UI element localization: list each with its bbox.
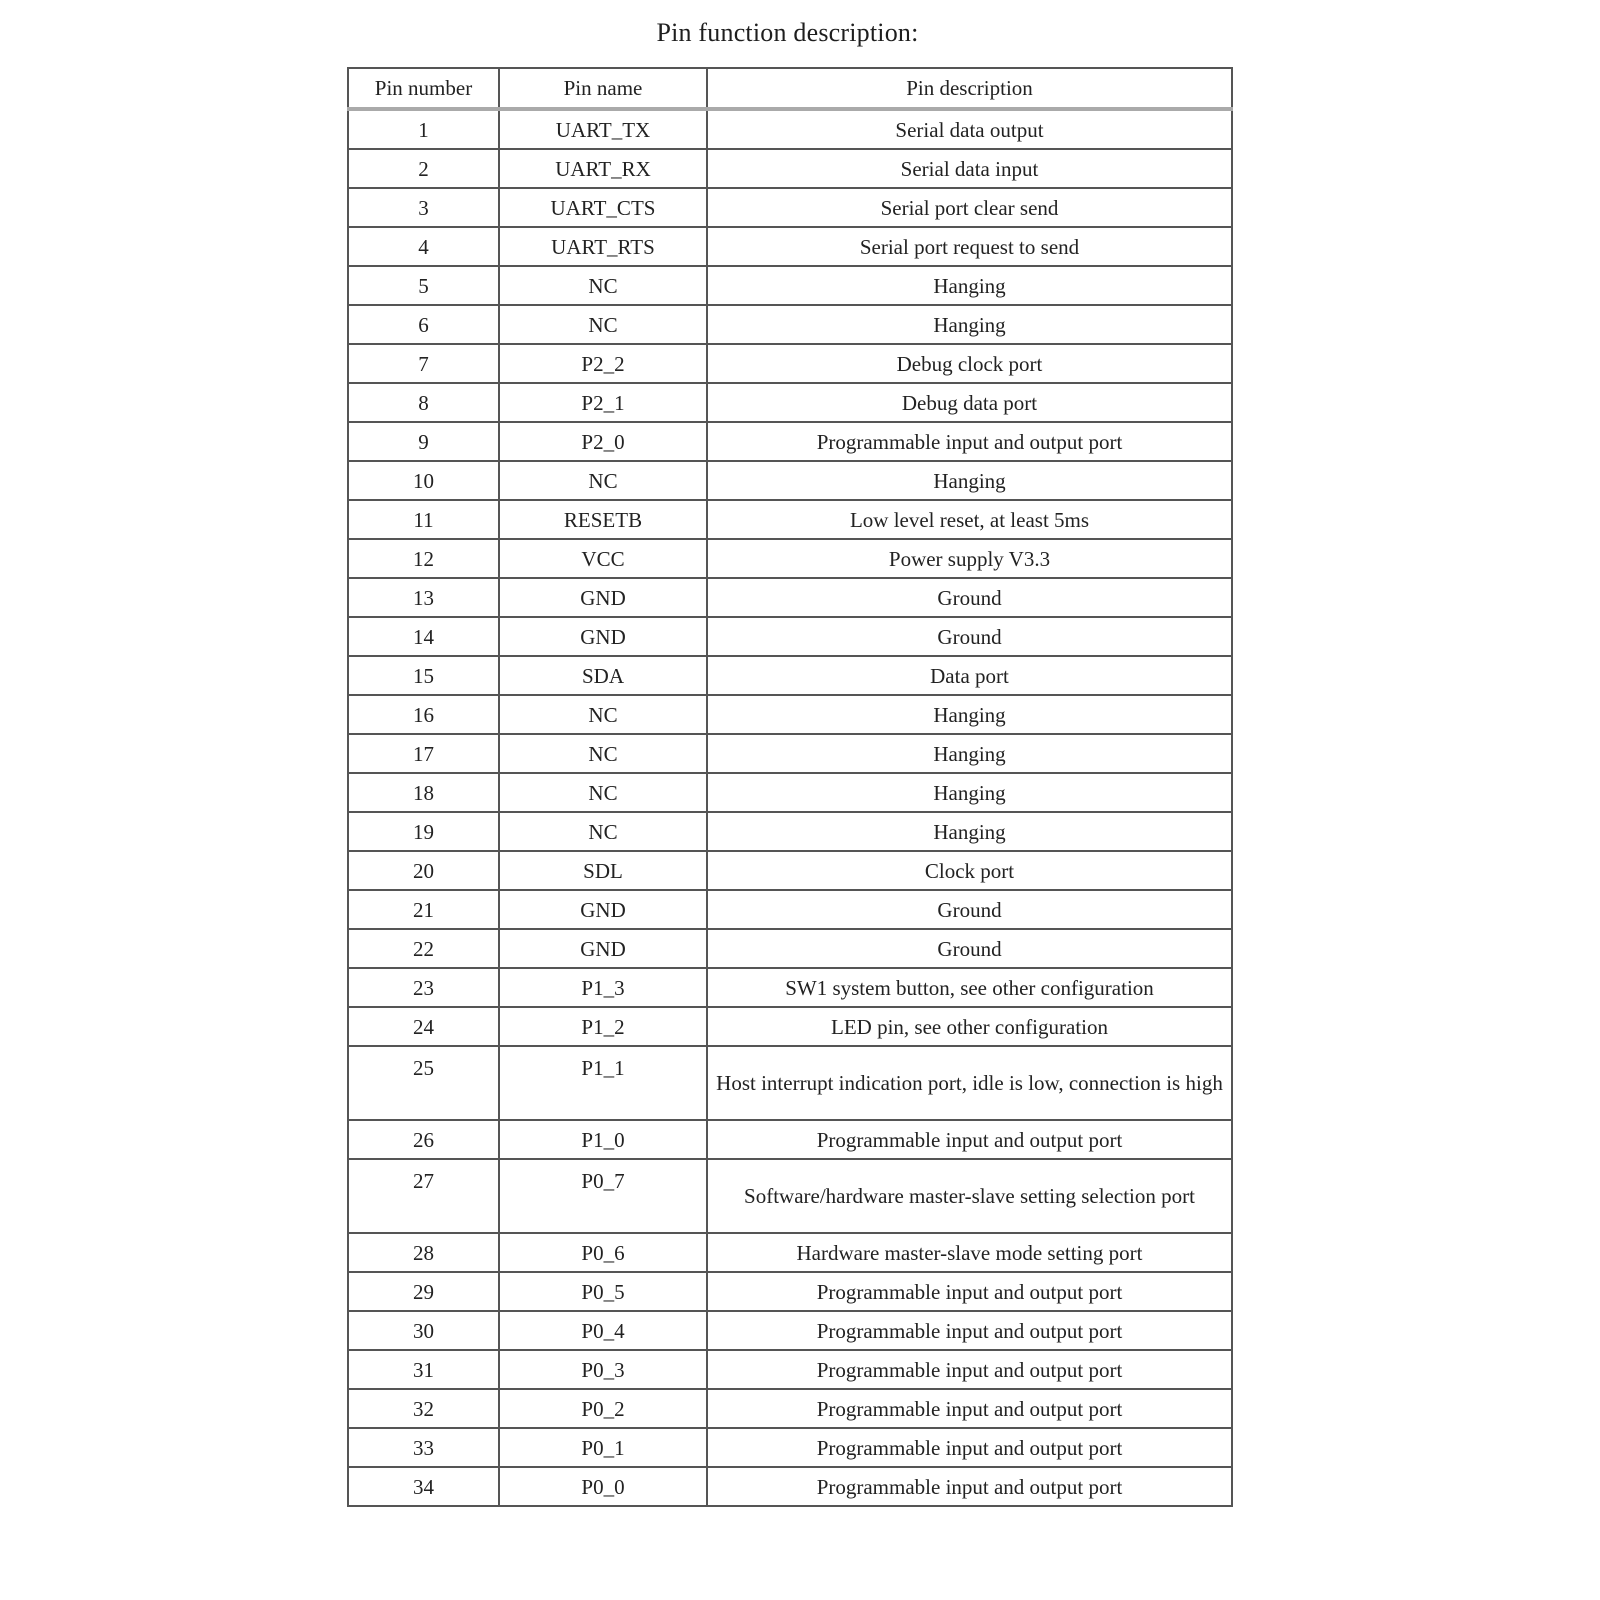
- pin-name-cell: NC: [499, 305, 707, 344]
- pin-number-cell: 31: [348, 1350, 499, 1389]
- pin-number-cell: 25: [348, 1046, 499, 1120]
- pin-number-cell: 22: [348, 929, 499, 968]
- table-body: [348, 109, 1232, 1506]
- pin-name-cell: P2_2: [499, 344, 707, 383]
- table-row: [348, 1350, 1232, 1389]
- pin-name-cell: RESETB: [499, 500, 707, 539]
- table-row: [348, 266, 1232, 305]
- pin-description-cell: Hardware master-slave mode setting port: [707, 1233, 1232, 1272]
- pin-number-cell: 20: [348, 851, 499, 890]
- pin-description-cell: Clock port: [707, 851, 1232, 890]
- pin-number-cell: 3: [348, 188, 499, 227]
- pin-number-cell: 12: [348, 539, 499, 578]
- table-row: [348, 1389, 1232, 1428]
- pin-number-cell: 32: [348, 1389, 499, 1428]
- pin-name-cell: UART_CTS: [499, 188, 707, 227]
- pin-name-cell: GND: [499, 890, 707, 929]
- table-row: [348, 1311, 1232, 1350]
- pin-description-cell: Power supply V3.3: [707, 539, 1232, 578]
- column-header-pin-description: Pin description: [707, 68, 1232, 109]
- pin-name-cell: P0_1: [499, 1428, 707, 1467]
- pin-number-cell: 7: [348, 344, 499, 383]
- table-row: [348, 734, 1232, 773]
- table-row: [348, 617, 1232, 656]
- pin-number-cell: 10: [348, 461, 499, 500]
- pin-description-cell: Ground: [707, 890, 1232, 929]
- pin-name-cell: P0_2: [499, 1389, 707, 1428]
- pin-name-cell: NC: [499, 773, 707, 812]
- pin-description-cell: Ground: [707, 578, 1232, 617]
- table-row: [348, 344, 1232, 383]
- pin-name-cell: P1_0: [499, 1120, 707, 1159]
- pin-number-cell: 15: [348, 656, 499, 695]
- pin-number-cell: 16: [348, 695, 499, 734]
- table-row: [348, 890, 1232, 929]
- pin-description-cell: Hanging: [707, 305, 1232, 344]
- pin-number-cell: 30: [348, 1311, 499, 1350]
- pin-number-cell: 2: [348, 149, 499, 188]
- pin-number-cell: 1: [348, 109, 499, 149]
- table-row: [348, 1467, 1232, 1506]
- table-row: [348, 851, 1232, 890]
- table-row: [348, 149, 1232, 188]
- table-row: [348, 500, 1232, 539]
- pin-name-cell: NC: [499, 734, 707, 773]
- pin-description-cell: LED pin, see other configuration: [707, 1007, 1232, 1046]
- table-row: [348, 1046, 1232, 1120]
- pin-name-cell: SDA: [499, 656, 707, 695]
- table-row: [348, 422, 1232, 461]
- table-row: [348, 188, 1232, 227]
- pin-name-cell: P0_7: [499, 1159, 707, 1233]
- table-row: [348, 695, 1232, 734]
- pin-number-cell: 24: [348, 1007, 499, 1046]
- table-row: [348, 1120, 1232, 1159]
- pin-name-cell: SDL: [499, 851, 707, 890]
- pin-number-cell: 4: [348, 227, 499, 266]
- table-row: [348, 461, 1232, 500]
- table-header-row: [348, 68, 1232, 109]
- pin-name-cell: P2_1: [499, 383, 707, 422]
- pin-name-cell: UART_TX: [499, 109, 707, 149]
- pin-number-cell: 27: [348, 1159, 499, 1233]
- column-header-pin-number: Pin number: [348, 68, 499, 109]
- pin-number-cell: 28: [348, 1233, 499, 1272]
- pin-name-cell: NC: [499, 461, 707, 500]
- pin-number-cell: 21: [348, 890, 499, 929]
- pin-function-table: [347, 67, 1233, 1507]
- pin-description-cell: Programmable input and output port: [707, 422, 1232, 461]
- pin-number-cell: 8: [348, 383, 499, 422]
- pin-name-cell: P0_0: [499, 1467, 707, 1506]
- table-row: [348, 227, 1232, 266]
- pin-number-cell: 26: [348, 1120, 499, 1159]
- pin-description-cell: Data port: [707, 656, 1232, 695]
- pin-name-cell: UART_RX: [499, 149, 707, 188]
- pin-description-cell: Serial port clear send: [707, 188, 1232, 227]
- pin-name-cell: UART_RTS: [499, 227, 707, 266]
- pin-name-cell: P0_3: [499, 1350, 707, 1389]
- pin-number-cell: 34: [348, 1467, 499, 1506]
- pin-name-cell: GND: [499, 578, 707, 617]
- table-row: [348, 968, 1232, 1007]
- pin-name-cell: GND: [499, 617, 707, 656]
- pin-description-cell: Programmable input and output port: [707, 1272, 1232, 1311]
- table-row: [348, 812, 1232, 851]
- pin-name-cell: VCC: [499, 539, 707, 578]
- table-row: [348, 773, 1232, 812]
- pin-name-cell: P2_0: [499, 422, 707, 461]
- pin-number-cell: 13: [348, 578, 499, 617]
- pin-description-cell: Debug clock port: [707, 344, 1232, 383]
- pin-description-cell: Programmable input and output port: [707, 1120, 1232, 1159]
- pin-description-cell: Programmable input and output port: [707, 1350, 1232, 1389]
- pin-name-cell: NC: [499, 812, 707, 851]
- pin-number-cell: 33: [348, 1428, 499, 1467]
- pin-name-cell: GND: [499, 929, 707, 968]
- pin-description-cell: Low level reset, at least 5ms: [707, 500, 1232, 539]
- pin-name-cell: NC: [499, 695, 707, 734]
- table-row: [348, 929, 1232, 968]
- table-row: [348, 383, 1232, 422]
- pin-name-cell: P0_6: [499, 1233, 707, 1272]
- pin-number-cell: 18: [348, 773, 499, 812]
- pin-description-cell: Serial data input: [707, 149, 1232, 188]
- table-row: [348, 578, 1232, 617]
- pin-description-cell: Host interrupt indication port, idle is low, connection is high: [707, 1046, 1232, 1120]
- pin-description-cell: Programmable input and output port: [707, 1311, 1232, 1350]
- pin-number-cell: 29: [348, 1272, 499, 1311]
- table-row: [348, 1007, 1232, 1046]
- pin-description-cell: Hanging: [707, 734, 1232, 773]
- pin-name-cell: P1_1: [499, 1046, 707, 1120]
- pin-description-cell: Ground: [707, 617, 1232, 656]
- pin-number-cell: 23: [348, 968, 499, 1007]
- pin-number-cell: 9: [348, 422, 499, 461]
- table-row: [348, 109, 1232, 149]
- pin-description-cell: Software/hardware master-slave setting selection port: [707, 1159, 1232, 1233]
- pin-name-cell: P0_4: [499, 1311, 707, 1350]
- pin-description-cell: Ground: [707, 929, 1232, 968]
- pin-description-cell: Programmable input and output port: [707, 1428, 1232, 1467]
- pin-description-cell: Hanging: [707, 695, 1232, 734]
- table-row: [348, 539, 1232, 578]
- pin-description-cell: Hanging: [707, 812, 1232, 851]
- pin-description-cell: Serial data output: [707, 109, 1232, 149]
- pin-number-cell: 11: [348, 500, 499, 539]
- pin-number-cell: 17: [348, 734, 499, 773]
- pin-description-cell: SW1 system button, see other configuration: [707, 968, 1232, 1007]
- pin-number-cell: 14: [348, 617, 499, 656]
- column-header-pin-name: Pin name: [499, 68, 707, 109]
- page-title: Pin function description:: [656, 18, 919, 47]
- table-row: [348, 1428, 1232, 1467]
- pin-name-cell: P1_2: [499, 1007, 707, 1046]
- pin-name-cell: NC: [499, 266, 707, 305]
- table-row: [348, 305, 1232, 344]
- pin-number-cell: 5: [348, 266, 499, 305]
- pin-description-cell: Hanging: [707, 266, 1232, 305]
- table-row: [348, 656, 1232, 695]
- pin-number-cell: 6: [348, 305, 499, 344]
- table-row: [348, 1159, 1232, 1233]
- pin-description-cell: Serial port request to send: [707, 227, 1232, 266]
- table-row: [348, 1233, 1232, 1272]
- pin-number-cell: 19: [348, 812, 499, 851]
- pin-description-cell: Programmable input and output port: [707, 1467, 1232, 1506]
- pin-name-cell: P1_3: [499, 968, 707, 1007]
- pin-description-cell: Hanging: [707, 461, 1232, 500]
- table-row: [348, 1272, 1232, 1311]
- pin-description-cell: Programmable input and output port: [707, 1389, 1232, 1428]
- pin-description-cell: Hanging: [707, 773, 1232, 812]
- pin-description-cell: Debug data port: [707, 383, 1232, 422]
- pin-name-cell: P0_5: [499, 1272, 707, 1311]
